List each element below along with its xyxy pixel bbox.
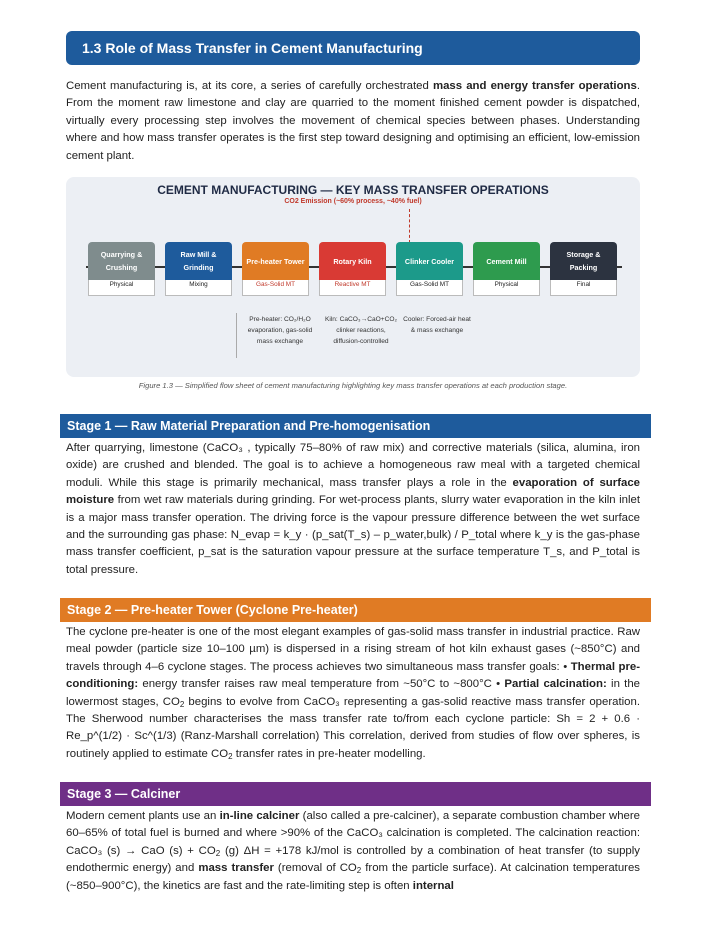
stage3-paragraph: Modern cement plants use an in-line calciner (also called a pre-calciner), a separate combustion chamber where 60–65% of total fuel is burned and where >90% of the CaCO₃ calcination is completed. The calcination reaction: CaCO₃ (s) → CaO $(s) + CO_2$ (g) ΔH = +178 kJ/mol is controlled by a combination of heat transfer (to supply endothermic energy) and mass transfer (removal of $CO_2$ from the particle surface). At calcination temperatures (~850–900°C), the kinetics are fast and the rate-limiting step is often internal: [66, 810, 641, 892]
intro-paragraph: Cement manufacturing is, at its core, a series of carefully orchestrated mass and energy transfer operations. From the moment raw limestone and clay are quarried to the moment finished cement powder is dispatched, virtually every processing step involves the movement of chemical species between phases. Understanding where and how mass transfer operates is the first step toward designing and optimising an efficient, low-emission cement plant.: [66, 80, 640, 162]
flow-sheet-figure: [66, 177, 640, 377]
emission-arrow: [409, 209, 410, 243]
stage-box-pre-heater: [242, 242, 309, 307]
stage-box-clinker-cooler: [396, 242, 463, 307]
stage-name: Clinker Cooler: [396, 242, 463, 280]
note-pre-heater: Pre-heater: CO₂/H₂O evaporation, gas-solid mass exchange: [247, 316, 313, 345]
stage2-heading: Stage 2 — Pre-heater Tower (Cyclone Pre-heater): [60, 598, 651, 622]
figure-caption: Figure 1.3 — Simplified flow sheet of cement manufacturing highlighting key mass transfer operations at each production stage.: [138, 381, 568, 390]
note-cooler: Cooler: Forced-air heat & mass exchange: [403, 316, 471, 334]
stage-tag: Mixing: [165, 280, 232, 296]
stage-tag: Physical: [88, 280, 155, 296]
stage-tag: Physical: [473, 280, 540, 296]
stage-tag: Final: [550, 280, 617, 296]
note-divider: [236, 313, 237, 358]
stage-box-cement-mill: [473, 242, 540, 307]
stage3-heading: Stage 3 — Calciner: [60, 782, 651, 806]
stage-name: Raw Mill & Grinding: [165, 242, 232, 280]
stage-name: Cement Mill: [473, 242, 540, 280]
stage-name: Storage & Packing: [550, 242, 617, 280]
stage2-paragraph: The cyclone pre-heater is one of the most elegant examples of gas-solid mass transfer in industrial practice. Raw meal powder (particle size 10–100 µm) is dispersed in a rising stream of hot kiln exhaust gases (~850°C) and travels through 4–6 cyclone stages. The process achieves two simultaneous mass transfer goals: • Thermal pre-conditioning: energy transfer raises raw meal temperature from ~50°C to ~800°C • Partial calcination: in the lowermost stages, $CO_2$ begins to evolve from CaCO₃ representing a gas-solid reactive mass transfer operation. The Sherwood number characterises the mass transfer rate to/from each cyclone particle: Sh = 2 + 0.6 · Re_p^(1/2) · Sc^(1/3) (Ranz-Marshall correlation) This correlation, derived from studies of flow over spheres, is routinely applied to estimate $CO_2$ transfer rates in pre-heater modelling.: [66, 626, 641, 761]
note-kiln: Kiln: CaCO₃→CaO+CO₂ clinker reactions, diffusion-controlled: [324, 316, 398, 345]
stage-box-storage: [550, 242, 617, 307]
stage-tag: Gas-Solid MT: [242, 280, 309, 296]
figure-title: CEMENT MANUFACTURING — KEY MASS TRANSFER OPERATIONS: [157, 183, 549, 197]
stage-tag: Reactive MT: [319, 280, 386, 296]
stage-tag: Gas-Solid MT: [396, 280, 463, 296]
stage1-heading: Stage 1 — Raw Material Preparation and Pre-homogenisation: [60, 414, 651, 438]
stage-name: Rotary Kiln: [319, 242, 386, 280]
stage1-paragraph: After quarrying, limestone (CaCO₃ , typically 75–80% of raw mix) and corrective materials (silica, alumina, iron oxide) are crushed and blended. The goal is to achieve a homogeneous raw meal with a targeted chemical moduli. While this stage is primarily mechanical, mass transfer plays a role in the evaporation of surface moisture from wet raw materials during grinding. For wet-process plants, slurry water evaporation in the kiln inlet is a major mass transfer operation. The driving force is the vapour pressure difference between the wet surface and the surrounding gas phase: N_evap = k_y · (p_sat(T_s) – p_water,bulk) / P_total where k_y is the gas-phase mass transfer coefficient, p_sat is the saturation vapour pressure at the surface temperature T_s, and P_total is total pressure.: [66, 442, 640, 576]
stage-box-raw-mill: [165, 242, 232, 307]
stage-name: Quarrying & Crushing: [88, 242, 155, 280]
section-title: 1.3 Role of Mass Transfer in Cement Manufacturing: [66, 31, 640, 65]
emission-label: CO2 Emission (~60% process, ~40% fuel): [284, 198, 422, 205]
stage-name: Pre-heater Tower: [242, 242, 309, 280]
stage-box-quarrying: [88, 242, 155, 307]
stage-box-rotary-kiln: [319, 242, 386, 307]
